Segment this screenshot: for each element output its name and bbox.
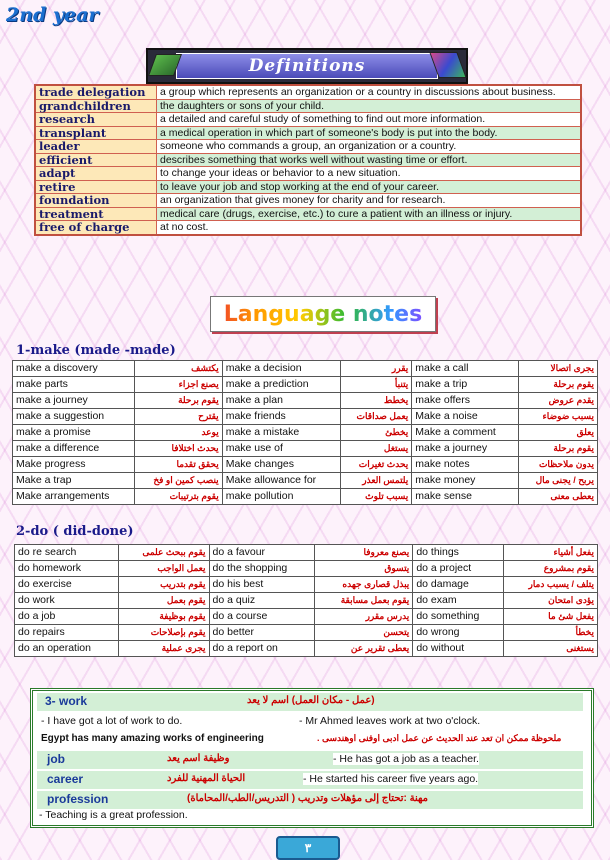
arabic-meaning: يجرى عملية — [118, 641, 209, 657]
definition-term: adapt — [35, 167, 157, 181]
definition-text: to change your ideas or behavior to a new situation. — [157, 167, 582, 181]
collocation: do a course — [209, 609, 315, 625]
definition-term: retire — [35, 180, 157, 194]
collocation: do an operation — [15, 641, 119, 657]
collocation-row — [13, 409, 598, 425]
work-example-1: - I have got a lot of work to do. — [41, 715, 183, 727]
collocation-row — [15, 561, 598, 577]
definitions-banner — [146, 48, 468, 84]
career-row — [37, 771, 583, 789]
collocation: make notes — [412, 457, 518, 473]
collocation: make pollution — [222, 489, 340, 505]
collocation: do a report on — [209, 641, 315, 657]
collocation: do wrong — [413, 625, 504, 641]
collocation: make offers — [412, 393, 518, 409]
collocation-row — [13, 441, 598, 457]
definition-text: medical care (drugs, exercise, etc.) to cure a patient with an illness or injury. — [157, 207, 582, 221]
definition-term: foundation — [35, 194, 157, 208]
collocation: Make allowance for — [222, 473, 340, 489]
arabic-meaning: يعمل صداقات — [341, 409, 412, 425]
collocation-row — [13, 393, 598, 409]
arabic-meaning: يعطى معنى — [518, 489, 597, 505]
collocation: make a trip — [412, 377, 518, 393]
definition-row — [35, 207, 581, 221]
collocation: do repairs — [15, 625, 119, 641]
arabic-meaning: يصنع اجزاء — [134, 377, 222, 393]
career-label: career — [47, 772, 84, 786]
arabic-meaning: يقوم بإصلاحات — [118, 625, 209, 641]
arabic-meaning: يفعل أشياء — [504, 545, 598, 561]
grade-title: 2nd year — [6, 4, 99, 26]
definition-text: a group which represents an organization or a country in discussions about business. — [157, 85, 582, 99]
definition-text: an organization that gives money for charity and for research. — [157, 194, 582, 208]
collocation: make money — [412, 473, 518, 489]
definition-term: treatment — [35, 207, 157, 221]
collocation: do things — [413, 545, 504, 561]
arabic-meaning: يتسوق — [315, 561, 413, 577]
arabic-meaning: يعطى تقرير عن — [315, 641, 413, 657]
work-note-ar: ملحوظة ممكن ان تعد عند الحديث عن عمل ادبى اوفنى اوهندسى . — [317, 733, 562, 743]
definition-row — [35, 194, 581, 208]
collocation: make a plan — [222, 393, 340, 409]
definition-row — [35, 153, 581, 167]
collocation: do without — [413, 641, 504, 657]
definition-row — [35, 85, 581, 99]
collocation: make a suggestion — [13, 409, 135, 425]
arabic-meaning: يستغل — [341, 441, 412, 457]
arabic-meaning: يقوم بمشروع — [504, 561, 598, 577]
collocation: make use of — [222, 441, 340, 457]
arabic-meaning: يتنبأ — [341, 377, 412, 393]
collocation: do a job — [15, 609, 119, 625]
page-number: ٣ — [276, 836, 340, 860]
collocation: do exercise — [15, 577, 119, 593]
arabic-meaning: يتحسن — [315, 625, 413, 641]
arabic-meaning: يحقق تقدما — [134, 457, 222, 473]
arabic-meaning: يؤدى امتحان — [504, 593, 598, 609]
career-example: - He started his career five years ago. — [303, 773, 479, 785]
collocation: Make changes — [222, 457, 340, 473]
arabic-meaning: يقدم عروض — [518, 393, 597, 409]
arabic-meaning: يقترح — [134, 409, 222, 425]
collocation: Make a trap — [13, 473, 135, 489]
arabic-meaning: يلتمس العذر — [341, 473, 412, 489]
collocation-row — [13, 489, 598, 505]
work-box — [30, 688, 594, 828]
definition-row — [35, 140, 581, 154]
collocation: make a prediction — [222, 377, 340, 393]
arabic-meaning: يسبب ضوضاء — [518, 409, 597, 425]
job-label: job — [47, 752, 65, 766]
definition-term: free of charge — [35, 221, 157, 235]
collocation: make parts — [13, 377, 135, 393]
collocation: do a quiz — [209, 593, 315, 609]
make-section-title: 1-make (made -made) — [16, 343, 176, 358]
arabic-meaning: يجرى اتصالا — [518, 361, 597, 377]
collocation: make a decision — [222, 361, 340, 377]
collocation: do his best — [209, 577, 315, 593]
work-example-3: Egypt has many amazing works of engineering — [41, 733, 264, 744]
collocation: make a discovery — [13, 361, 135, 377]
arabic-meaning: يتلف / يسبب دمار — [504, 577, 598, 593]
collocation-row — [13, 361, 598, 377]
arabic-meaning: يقوم بوظيفة — [118, 609, 209, 625]
arabic-meaning: يستغنى — [504, 641, 598, 657]
collocation: do work — [15, 593, 119, 609]
arabic-meaning: يربح / يجنى مال — [518, 473, 597, 489]
definition-row — [35, 221, 581, 235]
definition-term: grandchildren — [35, 99, 157, 113]
collocation-row — [13, 377, 598, 393]
collocation: make a promise — [13, 425, 135, 441]
arabic-meaning: يسبب تلوث — [341, 489, 412, 505]
do-section-title: 2-do ( did-done) — [16, 524, 134, 539]
collocation: do better — [209, 625, 315, 641]
collocation: do the shopping — [209, 561, 315, 577]
collocation: Make arrangements — [13, 489, 135, 505]
collocation-row — [13, 457, 598, 473]
arabic-meaning: يقوم بعمل مسابقة — [315, 593, 413, 609]
job-ar: وظيفة اسم يعد — [167, 753, 230, 764]
collocation: make a journey — [13, 393, 135, 409]
make-table — [12, 360, 598, 505]
arabic-meaning: يخطأ — [504, 625, 598, 641]
collocation: do exam — [413, 593, 504, 609]
collocation: do a favour — [209, 545, 315, 561]
profession-example: - Teaching is a great profession. — [39, 809, 188, 821]
arabic-meaning: يفعل شئ ما — [504, 609, 598, 625]
definition-text: a detailed and careful study of something to find out more information. — [157, 113, 582, 127]
collocation-row — [15, 577, 598, 593]
work-title-row — [37, 693, 583, 711]
language-notes-title: Language notes — [210, 296, 436, 332]
collocation: make a mistake — [222, 425, 340, 441]
arabic-meaning: يكتشف — [134, 361, 222, 377]
arabic-meaning: ينصب كمين او فخ — [134, 473, 222, 489]
collocation-row — [15, 609, 598, 625]
arabic-meaning: يعمل الواجب — [118, 561, 209, 577]
definition-row — [35, 167, 581, 181]
definition-term: research — [35, 113, 157, 127]
collocation: make a call — [412, 361, 518, 377]
definition-term: efficient — [35, 153, 157, 167]
arabic-meaning: يخطط — [341, 393, 412, 409]
collocation: do damage — [413, 577, 504, 593]
collocation-row — [15, 593, 598, 609]
collocation: do re search — [15, 545, 119, 561]
arabic-meaning: يخطئ — [341, 425, 412, 441]
do-table — [14, 544, 598, 657]
definitions-title: Definitions — [176, 53, 438, 79]
job-example: - He has got a job as a teacher. — [333, 753, 479, 765]
definition-term: transplant — [35, 126, 157, 140]
arabic-meaning: يصنع معروفا — [315, 545, 413, 561]
work-title: 3- work — [45, 694, 88, 708]
arabic-meaning: يحدث تغيرات — [341, 457, 412, 473]
definition-text: a medical operation in which part of someone's body is put into the body. — [157, 126, 582, 140]
definition-text: the daughters or sons of your child. — [157, 99, 582, 113]
profession-row — [37, 791, 583, 809]
career-ar: الحياة المهنية للفرد — [167, 773, 246, 784]
arabic-meaning: يقوم بتدريب — [118, 577, 209, 593]
arabic-meaning: يقوم بعمل — [118, 593, 209, 609]
collocation-row — [13, 425, 598, 441]
arabic-meaning: يقوم بترتيبات — [134, 489, 222, 505]
collocation: make a difference — [13, 441, 135, 457]
collocation: do a project — [413, 561, 504, 577]
collocation: make a journey — [412, 441, 518, 457]
arabic-meaning: يقوم ببحث علمى — [118, 545, 209, 561]
arabic-meaning: يقرر — [341, 361, 412, 377]
definition-text: at no cost. — [157, 221, 582, 235]
definition-row — [35, 99, 581, 113]
definitions-table — [34, 84, 582, 236]
work-example-2: - Mr Ahmed leaves work at two o'clock. — [299, 715, 481, 727]
profession-ar: مهنة :تحتاج إلى مؤهلات وتدريب ( التدريس/الطب/المحاماة) — [187, 793, 429, 804]
profession-label: profession — [47, 792, 109, 806]
arabic-meaning: يقوم برحلة — [518, 441, 597, 457]
definition-text: to leave your job and stop working at the end of your career. — [157, 180, 582, 194]
definition-term: trade delegation — [35, 85, 157, 99]
arabic-meaning: يقوم برحلة — [518, 377, 597, 393]
collocation: make sense — [412, 489, 518, 505]
arabic-meaning: يحدث اختلافا — [134, 441, 222, 457]
definition-row — [35, 180, 581, 194]
collocation: do something — [413, 609, 504, 625]
definition-row — [35, 126, 581, 140]
arabic-meaning: يوعد — [134, 425, 222, 441]
job-row — [37, 751, 583, 769]
arabic-meaning: يدرس مقرر — [315, 609, 413, 625]
collocation: do homework — [15, 561, 119, 577]
collocation: Make progress — [13, 457, 135, 473]
collocation: Make a noise — [412, 409, 518, 425]
arabic-meaning: يبذل قصارى جهده — [315, 577, 413, 593]
definition-text: describes something that works well without wasting time or effort. — [157, 153, 582, 167]
collocation-row — [15, 625, 598, 641]
collocation-row — [15, 545, 598, 561]
arabic-meaning: يعلق — [518, 425, 597, 441]
collocation: make friends — [222, 409, 340, 425]
collocation-row — [15, 641, 598, 657]
collocation: Make a comment — [412, 425, 518, 441]
definition-row — [35, 113, 581, 127]
collocation-row — [13, 473, 598, 489]
definition-text: someone who commands a group, an organization or a country. — [157, 140, 582, 154]
arabic-meaning: يقوم برحلة — [134, 393, 222, 409]
arabic-meaning: يدون ملاحظات — [518, 457, 597, 473]
work-title-ar: (عمل - مكان العمل) اسم لا يعد — [247, 695, 375, 706]
definition-term: leader — [35, 140, 157, 154]
